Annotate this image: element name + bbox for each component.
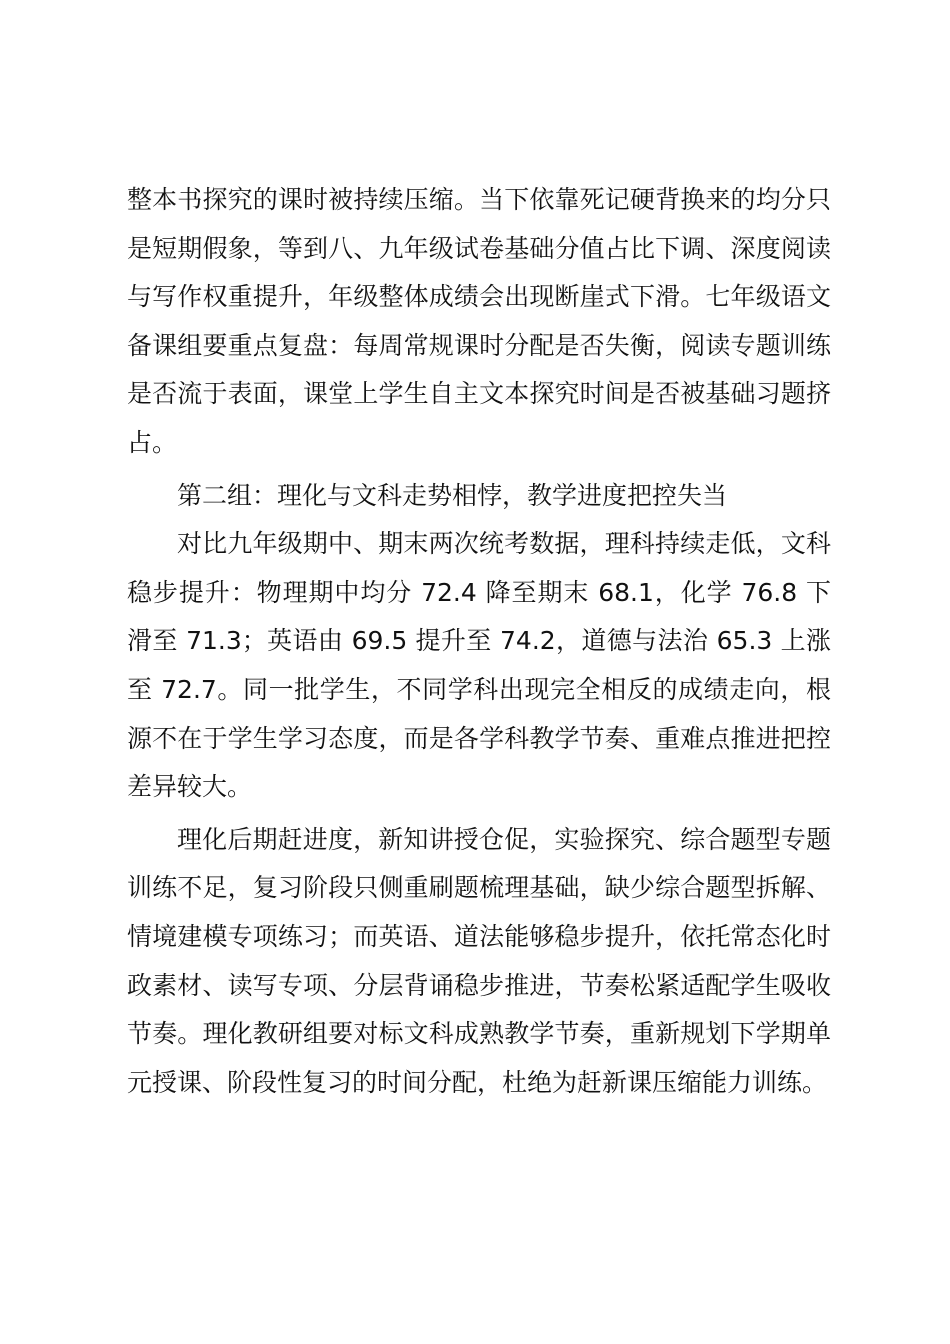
paragraph-continuation: 整本书探究的课时被持续压缩。当下依靠死记硬背换来的均分只是短期假象，等到八、九年级试卷基础分值占比下调、深度阅读与写作权重提升，年级整体成绩会出现断崖式下滑。七年级语文备课组要重点复盘：每周常规课时分配是否失衡，阅读专题训练是否流于表面，课堂上学生自主文本探究时间是否被基础习题挤占。 (127, 185, 831, 457)
paragraph-analysis: 理化后期赶进度，新知讲授仓促，实验探究、综合题型专题训练不足，复习阶段只侧重刷题梳理基础，缺少综合题型拆解、情境建模专项练习；而英语、道法能够稳步提升，依托常态化时政素材、读写专项、分层背诵稳步推进，节奏松紧适配学生吸收节奏。理化教研组要对标文科成熟教学节奏，重新规划下学期单元授课、阶段性复习的时间分配，杜绝为赶新课压缩能力训练。 (127, 824, 831, 1097)
paragraph-score-comparison: 对比九年级期中、期末两次统考数据，理科持续走低，文科稳步提升：物理期中均分 72.4 降至期末 68.1，化学 76.8 下滑至 71.3；英语由 69.5 提升至 74.2，道德与法治 65.3 上涨至 72.7。同一批学生，不同学科出现完全相反的成绩走向，根源不在于学生学习态度，而是各学科教学节奏、重难点推进把控差异较大。 (127, 529, 831, 802)
section-heading: 第二组：理化与文科走势相悖，教学进度把控失当 (177, 480, 728, 510)
document-body (127, 176, 831, 1107)
